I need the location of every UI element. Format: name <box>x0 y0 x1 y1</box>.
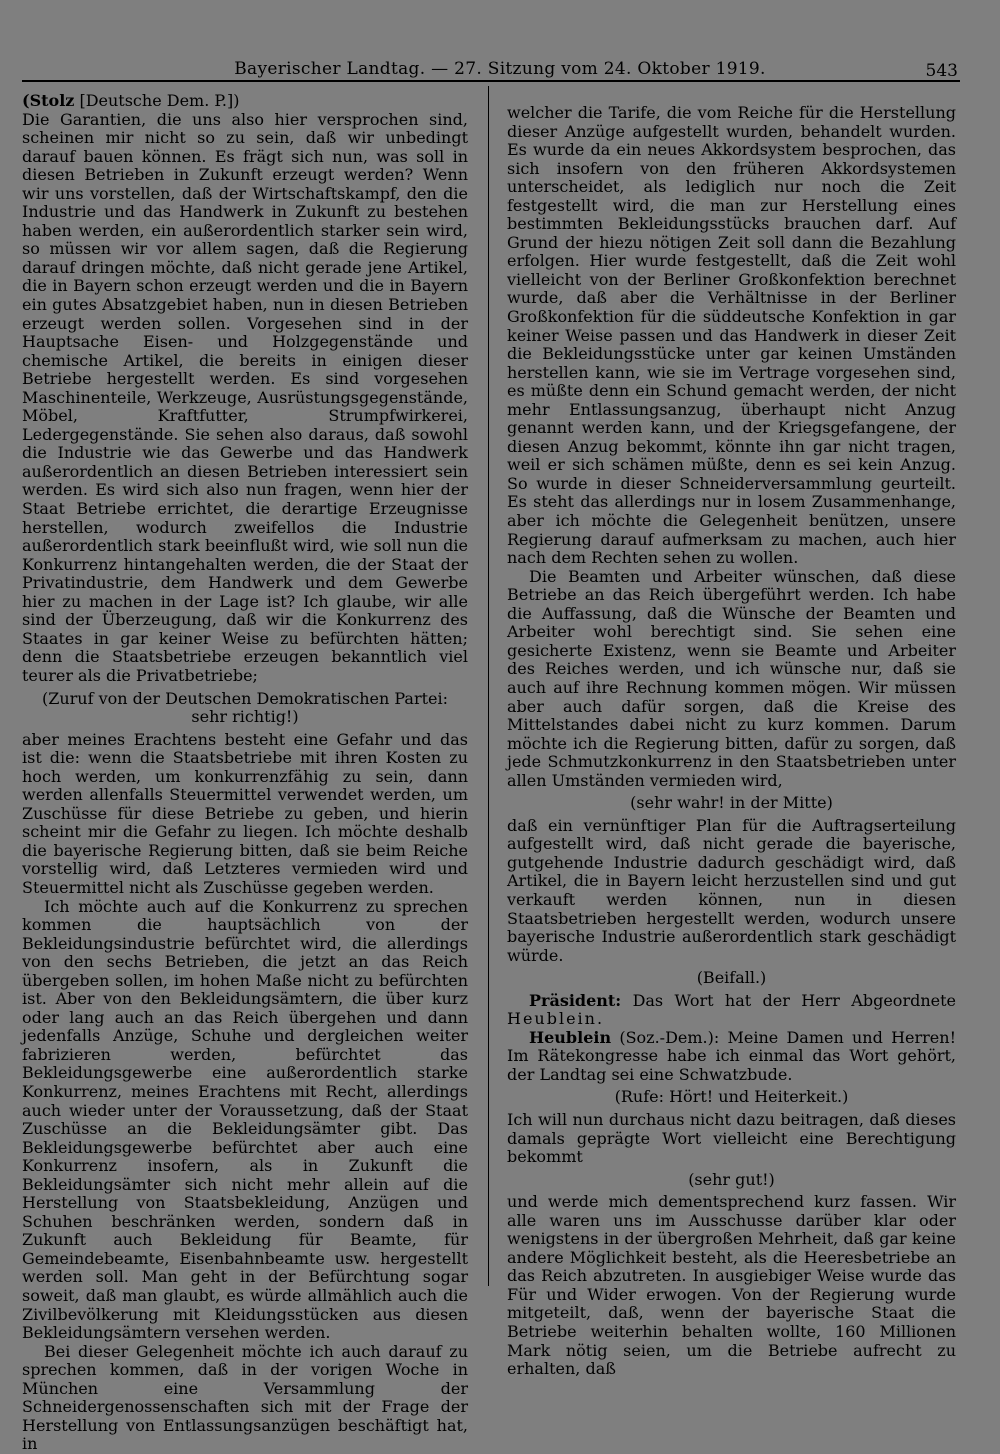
speaker-text: (Soz.-Dem.): Meine Damen und Herren! Im Rätekongresse habe ich einmal das Wort gehört, der Landtag sei eine Schwatzbude. <box>507 1027 956 1084</box>
right-column <box>507 104 956 1379</box>
speaker-party: [Deutsche Dem. P.]) <box>74 91 240 110</box>
page-number: 543 <box>925 61 958 81</box>
paragraph: aber meines Erachtens besteht eine Gefahr und das ist die: wenn die Staatsbetriebe mit ihren Kosten zu hoch werden, um konkurrenzfähig zu sein, dann werden allenfalls Steuermittel verwendet werden, um Zuschüsse für diese Betriebe zu geben, und hierin scheint mir die Gefahr zu liegen. Ich möchte deshalb die bayerische Regierung bitten, daß sie beim Reiche vorstellig wird, daß Letzteres vermieden wird und Steuermittel nicht als Zuschüsse gegeben werden. <box>22 729 468 897</box>
speaker-name: Heublein <box>529 1027 612 1047</box>
paragraph: Bei dieser Gelegenheit möchte ich auch darauf zu sprechen kommen, daß in der vorigen Woche in München eine Versammlung der Schneidergenossenschaften sich mit der Frage der Herstellung von Entlassungsanzügen beschäftigt hat, in <box>22 1341 468 1454</box>
column-divider <box>488 86 489 1286</box>
interjection: (sehr gut!) <box>688 1169 775 1189</box>
paragraph: daß ein vernünftiger Plan für die Auftragserteilung aufgestellt wird, daß nicht gerade die bayerische, gutgehende Industrie dadurch geschädigt wird, daß Artikel, die in Bayern leicht herzustellen sind und gut verkauft werden können, nun in diesen Staatsbetrieben hergestellt werden, wodurch unsere bayerische Industrie außerordentlich stark geschädigt würde. <box>507 815 956 965</box>
paragraph: Ich will nun durchaus nicht dazu beitragen, daß dieses damals geprägte Wort vielleicht eine Berechtigung bekommt <box>507 1109 956 1167</box>
president-label: Präsident: <box>529 990 622 1010</box>
paragraph: und werde mich dementsprechend kurz fassen. Wir alle waren uns im Ausschusse darüber klar oder wenigstens in der übergroßen Mehrheit, daß gar keine andere Möglichkeit besteht, als die Heeresbetriebe an das Reich abzutreten. In ausgiebiger Weise wurde das Für und Wider erwogen. Von der Regierung wurde mitgeteilt, daß, wenn der bayerische Staat die Betriebe weiterhin behalten wollte, 160 Millionen Mark nötig seien, um die Betriebe aufrecht zu erhalten, daß <box>507 1192 956 1379</box>
interjection: (Beifall.) <box>696 968 767 988</box>
interjection: (Zuruf von der Deutschen Demokratischen Partei: sehr richtig!) <box>41 688 448 727</box>
page-header <box>0 0 1000 82</box>
president-name: Heublein. <box>507 1009 605 1029</box>
president-remark <box>507 992 956 1029</box>
speaker-line <box>507 1029 956 1085</box>
left-column <box>22 92 468 1454</box>
president-text: Das Wort hat der Herr Abgeordnete <box>621 990 956 1010</box>
interjection: (sehr wahr! in der Mitte) <box>630 793 833 813</box>
paragraph: Die Garantien, die uns also hier versprochen sind, scheinen mir nicht so zu sein, daß wir unbedingt darauf bauen können. Es frägt sich nun, was soll in diesen Betrieben in Zukunft erzeugt werden? Wenn wir uns vorstellen, daß der Wirtschaftskampf, den die Industrie und das Handwerk in Zukunft zu bestehen haben werden, ein außerordentlich starker sein wird, so müssen wir vor allem sagen, daß die Regierung darauf dringen möchte, daß nicht gerade jene Artikel, die in Bayern schon erzeugt werden und die in Bayern ein gutes Absatzgebiet haben, nun in diesen Betrieben erzeugt werden sollen. Vorgesehen sind in der Hauptsache Eisen- und Holzgegenstände und chemische Artikel, die bereits in einigen dieser Betriebe hergestellt werden. Es sind vorgesehen Maschinenteile, Werkzeuge, Ausrüstungsgegenstände, Möbel, Kraftfutter, Strumpfwirkerei, Ledergegenstände. Sie sehen also daraus, daß sowohl die Industrie wie das Gewerbe und das Handwerk außerordentlich an diesen Betrieben interessiert sein werden. Es wird sich also nun fragen, wenn hier der Staat Betriebe errichtet, die derartige Erzeugnisse herstellen, wodurch zweifellos die Industrie außerordentlich stark beeinflußt wird, wie soll nun die Konkurrenz hintangehalten werden, die der Staat der Privatindustrie, dem Handwerk und dem Gewerbe hier zu machen in der Lage ist? Ich glaube, wir alle sind der Überzeugung, daß wir die Konkurrenz des Staates in gar keiner Weise zu befürchten hätten; denn die Staatsbetriebe erzeugen bekanntlich viel teurer als die Privatbetriebe; <box>22 109 468 685</box>
speaker-line <box>22 92 468 111</box>
running-title: Bayerischer Landtag. — 27. Sitzung vom 24. Oktober 1919. <box>234 59 766 79</box>
interjection: (Rufe: Hört! und Heiterkeit.) <box>614 1087 849 1107</box>
paragraph: welcher die Tarife, die vom Reiche für die Herstellung dieser Anzüge aufgestellt wurden, behandelt wurden. Es wurde da ein neues Akkordsystem besprochen, das sich insofern von den früheren Akkordsystemen unterscheidet, als lediglich nur noch die Zeit festgestellt wird, die man zur Herstellung eines bestimmten Bekleidungsstücks brauchen darf. Auf Grund der hiezu nötigen Zeit soll dann die Bezahlung erfolgen. Hier wurde festgestellt, daß die Zeit wohl vielleicht von der Berliner Großkonfektion berechnet wurde, daß aber die Verhältnisse in der Berliner Großkonfektion für die süddeutsche Konfektion in gar keiner Weise passen und das Handwerk in dieser Zeit die Bekleidungsstücke unter gar keinen Umständen herstellen kann, wie sie im Vertrage vorgesehen sind, es müßte denn ein Schund gemacht werden, der nicht mehr Entlassungsanzug, überhaupt nicht Anzug genannt werden kann, und der Kriegsgefangene, der diesen Anzug bekommt, könnte ihn gar nicht tragen, weil er sich schämen müßte, denn es sei kein Anzug. So wurde in dieser Schneiderversammlung geurteilt. Es steht das allerdings nur in losem Zusammenhange, aber ich möchte die Gelegenheit benützen, unsere Regierung darauf aufmerksam zu machen, auch hier nach dem Rechten sehen zu wollen. <box>507 103 956 568</box>
paragraph: Ich möchte auch auf die Konkurrenz zu sprechen kommen die hauptsächlich von der Bekleidungsindustrie befürchtet wird, die allerdings von den sechs Betrieben, die jetzt an das Reich übergeben sollen, im hohen Maße nicht zu befürchten ist. Aber von den Bekleidungsämtern, die über kurz oder lang auch an das Reich übergehen und dann jedenfalls Anzüge, Schuhe und dergleichen weiter fabrizieren werden, befürchtet das Bekleidungsgewerbe eine außerordentlich starke Konkurrenz, meines Erachtens mit Recht, allerdings auch wieder unter der Voraussetzung, daß der Staat Zuschüsse an die Bekleidungsämter gibt. Das Bekleidungsgewerbe befürchtet aber auch eine Konkurrenz insofern, als in Zukunft die Bekleidungsämter sich nicht mehr allein auf die Herstellung von Staatsbekleidung, Anzügen und Schuhen beschränken werden, sondern daß in Zukunft auch Bekleidung für Beamte, für Gemeindebeamte, Eisenbahnbeamte usw. hergestellt werden soll. Man geht in der Befürchtung sogar soweit, daß man glaubt, es würde allmählich auch die Zivilbevölkerung mit Kleidungsstücken aus diesen Bekleidungsämtern versehen werden. <box>22 896 468 1343</box>
header-rule <box>22 80 960 82</box>
speaker-name: (Stolz <box>22 91 75 110</box>
paragraph: Die Beamten und Arbeiter wünschen, daß diese Betriebe an das Reich übergeführt werden. Ich habe die Auffassung, daß die Wünsche der Beamten und Arbeiter wohl berechtigt sind. Sie sehen eine gesicherte Existenz, wenn sie Beamte und Arbeiter des Reiches werden, und ich wünsche nur, daß sie auch auf ihre Rechnung kommen mögen. Wir müssen aber auch dafür sorgen, daß die Kreise des Mittelstandes dabei nicht zu kurz kommen. Darum möchte ich die Regierung bitten, dafür zu sorgen, daß jede Schmutzkonkurrenz in den Staatsbetrieben unter allen Umständen vermieden wird, <box>507 566 956 790</box>
